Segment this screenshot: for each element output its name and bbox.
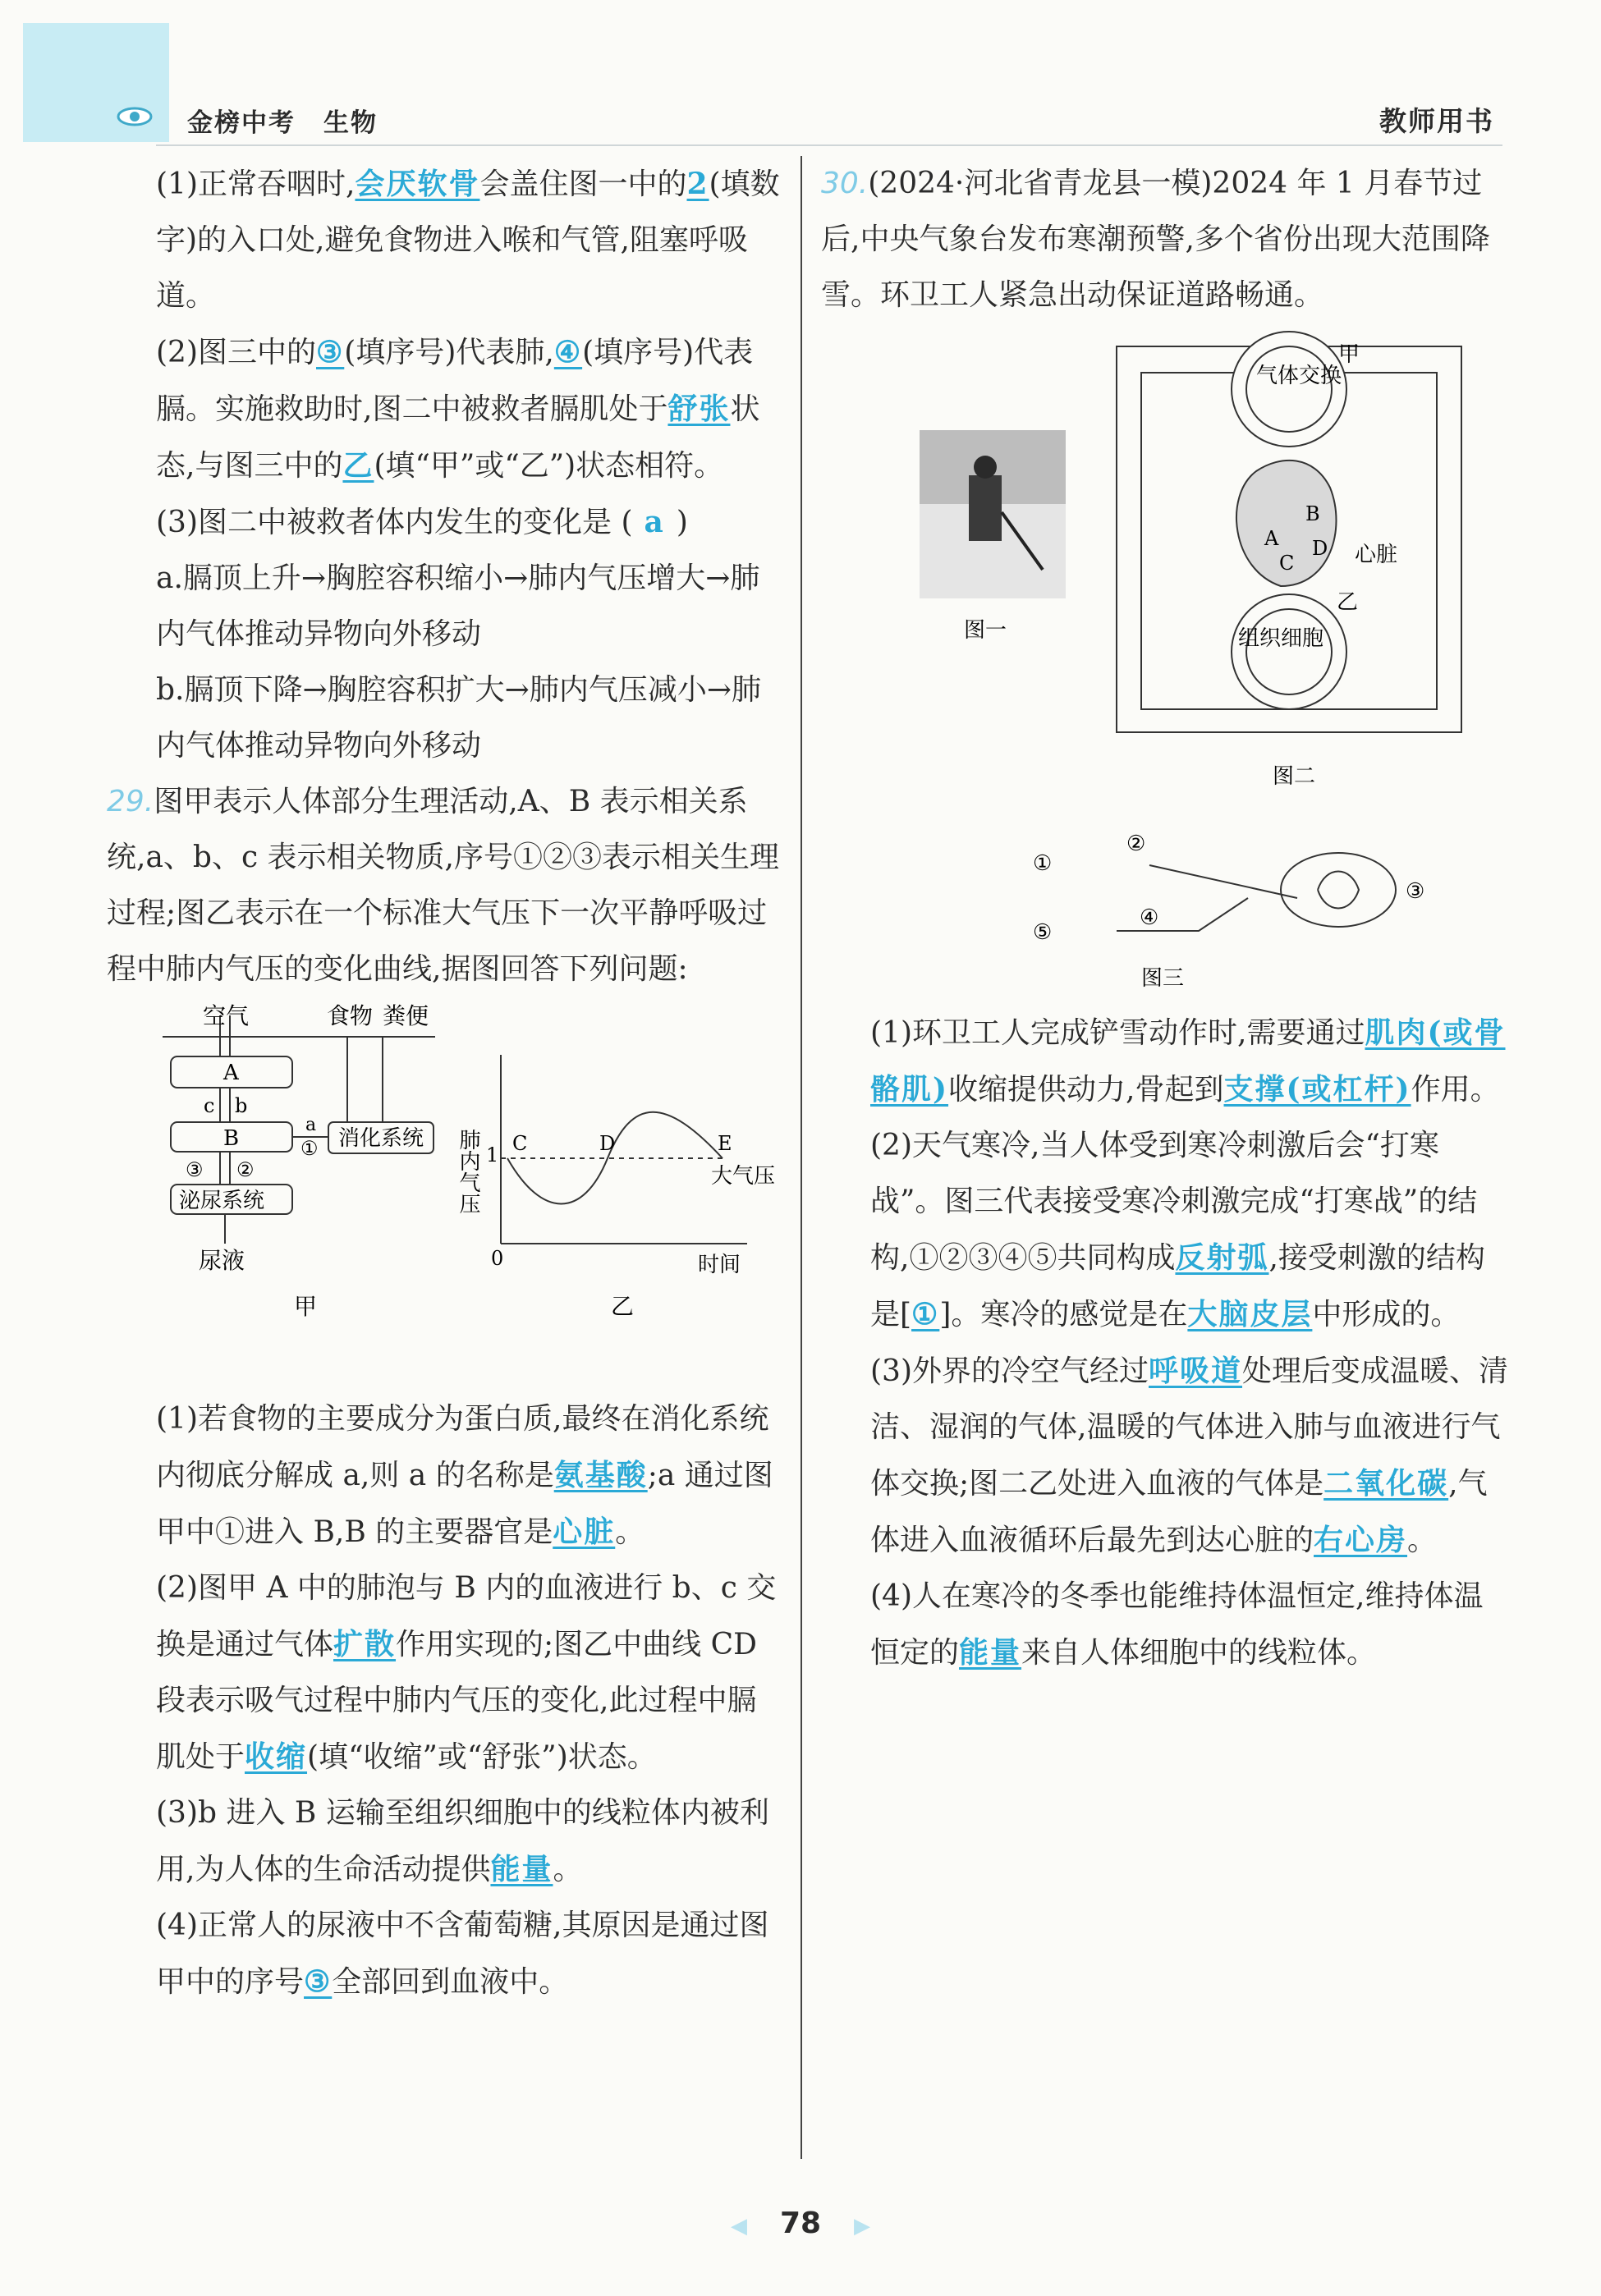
caption-yi: 乙 — [611, 1293, 635, 1320]
svg-text:B: B — [1305, 502, 1320, 525]
question-number: 30. — [821, 167, 869, 200]
svg-text:④: ④ — [1140, 905, 1159, 930]
svg-text:A: A — [1264, 527, 1279, 550]
figure-jia-yi — [156, 997, 780, 1391]
q30-part4: (4)人在寒冷的冬季也能维持体温恒定,维持体温恒定的能量来自人体细胞中的线粒体。 — [870, 1579, 1484, 1670]
point-c: C — [512, 1132, 528, 1155]
yi-label: 乙 — [1337, 590, 1359, 615]
left-triangle-icon: ◀ — [730, 2214, 747, 2239]
x-axis-label: 时间 — [698, 1253, 741, 1277]
q29-part4: (4)正常人的尿液中不含葡萄糖,其原因是通过图甲中的序号③全部回到血液中。 — [156, 1909, 769, 1999]
answer: 二氧化碳 — [1323, 1466, 1449, 1501]
right-triangle-icon: ▶ — [854, 2214, 871, 2239]
answer: 乙 — [342, 448, 374, 483]
answer: 支撑(或杠杆) — [1223, 1072, 1411, 1107]
page-number: ◀ 78 ▶ — [730, 2207, 871, 2240]
caption-fig1: 图一 — [964, 618, 1007, 643]
point-e: E — [718, 1132, 732, 1155]
svg-text:⑤: ⑤ — [1033, 920, 1053, 945]
baseline-label: 大气压 — [711, 1164, 776, 1189]
answer: 肌肉(或骨骼肌) — [870, 1015, 1506, 1107]
q30-stem: 30.(2024·河北省青龙县一模)2024 年 1 月春节过后,中央气象台发布寒潮预警,多个省份出现大范围降雪。环卫工人紧急出动保证道路畅通。 — [821, 167, 1490, 312]
urinary-label: 泌尿系统 — [179, 1189, 265, 1213]
svg-text:D: D — [1312, 537, 1328, 560]
svg-text:①: ① — [1033, 851, 1053, 876]
diagram-circulation — [870, 323, 1511, 816]
answer: 能量 — [959, 1635, 1022, 1670]
answer: 呼吸道 — [1149, 1354, 1243, 1388]
svg-text:a: a — [305, 1115, 317, 1135]
q28-option-b: b.膈顶下降→胸腔容积扩大→肺内气压减小→肺内气体推动异物向外移动 — [156, 673, 761, 763]
column-divider — [800, 156, 802, 2159]
q28-part3: (3)图二中被救者体内发生的变化是 ( a ) — [156, 505, 688, 539]
svg-text:③: ③ — [186, 1158, 204, 1181]
answer: 扩散 — [333, 1627, 397, 1661]
question-number: 29. — [107, 785, 154, 818]
answer: 反射弧 — [1175, 1240, 1269, 1275]
point-d: D — [599, 1132, 616, 1155]
answer: 会厌软骨 — [355, 167, 480, 201]
left-column — [107, 156, 780, 2010]
right-column — [821, 156, 1511, 1681]
answer: 2 — [686, 167, 709, 201]
answer: a — [644, 505, 665, 539]
answer: 能量 — [490, 1852, 553, 1886]
feces-label: 粪便 — [383, 1002, 429, 1029]
answer: 心脏 — [553, 1515, 616, 1549]
tissue-label: 组织细胞 — [1238, 626, 1324, 651]
svg-text:①: ① — [300, 1137, 319, 1160]
book-header — [115, 102, 378, 139]
digestive-label: 消化系统 — [338, 1126, 424, 1151]
header-rule — [156, 144, 1502, 146]
svg-text:②: ② — [236, 1158, 255, 1181]
book-title: 金榜中考 — [187, 108, 296, 138]
answer: 右心房 — [1314, 1523, 1408, 1557]
q29-part3: (3)b 进入 B 运输至组织细胞中的线粒体内被利用,为人体的生命活动提供能量。 — [156, 1796, 769, 1886]
q29-part1: (1)若食物的主要成分为蛋白质,最终在消化系统内彻底分解成 a,则 a 的名称是氨基酸;a 通过图甲中①进入 B,B 的主要器官是心脏。 — [156, 1402, 773, 1549]
answer: ④ — [553, 335, 583, 369]
q30-part1: (1)环卫工人完成铲雪动作时,需要通过肌肉(或骨骼肌)收缩提供动力,骨起到支撑(或杠杆)作用。 — [870, 1015, 1506, 1107]
q28-option-a: a.膈顶上升→胸腔容积缩小→肺内气压增大→肺内气体推动异物向外移动 — [156, 561, 760, 651]
svg-text:②: ② — [1126, 832, 1146, 856]
food-label: 食物 — [327, 1002, 374, 1029]
edition-label: 教师用书 — [1379, 105, 1494, 137]
diagram-reflex-arc — [870, 816, 1511, 1005]
answer: 氨基酸 — [553, 1458, 648, 1492]
answer: 收缩 — [245, 1739, 308, 1774]
q28-part2: (2)图三中的③(填序号)代表肺,④(填序号)代表膈。实施救助时,图二中被救者膈肌处于舒张状态,与图三中的乙(填“甲”或“乙”)状态相符。 — [156, 335, 760, 483]
svg-text:③: ③ — [1406, 879, 1425, 904]
subject-label: 生物 — [323, 108, 378, 138]
svg-text:0: 0 — [491, 1247, 504, 1270]
urine-label: 尿液 — [199, 1247, 245, 1274]
svg-text:1: 1 — [486, 1143, 499, 1166]
q30-part3: (3)外界的冷空气经过呼吸道处理后变成温暖、清洁、湿润的气体,温暖的气体进入肺与血液进行气体交换;图二乙处进入血液的气体是二氧化碳,气体进入血液循环后最先到达心脏的右心房。 — [870, 1354, 1509, 1557]
box-a-label: A — [223, 1061, 239, 1085]
caption-fig3: 图三 — [1141, 966, 1185, 991]
figure-1-2 — [870, 323, 1511, 816]
box-b-label: B — [223, 1126, 240, 1151]
diagram-jia — [156, 997, 780, 1391]
answer: 舒张 — [667, 392, 731, 426]
figure-3 — [870, 816, 1511, 1005]
answer: ③ — [304, 1964, 333, 1999]
gas-exchange-label: 气体交换 — [1256, 364, 1342, 388]
air-label: 空气 — [203, 1002, 250, 1029]
q29-stem: 29.图甲表示人体部分生理活动,A、B 表示相关系统,a、b、c 表示相关物质,序号①②③表示相关生理过程;图乙表示在一个标准大气压下一次平静呼吸过程中肺内气压的变化曲线,据图回答下列问题: — [107, 785, 780, 986]
svg-text:C: C — [1279, 552, 1295, 575]
svg-text:b: b — [235, 1094, 248, 1117]
svg-text:c: c — [204, 1094, 215, 1117]
jia-label: 甲 — [1338, 342, 1360, 367]
answer: ③ — [316, 335, 345, 369]
caption-jia: 甲 — [294, 1293, 318, 1320]
q28-part1: (1)正常吞咽时,会厌软骨会盖住图一中的2(填数字)的入口处,避免食物进入喉和气管,阻塞呼吸道。 — [156, 167, 780, 313]
q29-part2: (2)图甲 A 中的肺泡与 B 内的血液进行 b、c 交换是通过气体扩散作用实现的;图乙中曲线 CD 段表示吸气过程中肺内气压的变化,此过程中膈肌处于收缩(填“收缩”或“舒张”)状态。 — [156, 1571, 777, 1774]
answer: ① — [911, 1297, 940, 1331]
y-axis-label: 肺内气压 — [456, 1129, 480, 1214]
heart-label: 心脏 — [1355, 543, 1398, 567]
caption-fig2: 图二 — [1273, 764, 1316, 789]
q30-part2: (2)天气寒冷,当人体受到寒冷刺激后会“打寒战”。图三代表接受寒冷刺激完成“打寒战”的结构,①②③④⑤共同构成反射弧,接受刺激的结构是[①]。寒冷的感觉是在大脑皮层中形成的。 — [870, 1129, 1485, 1331]
answer: 大脑皮层 — [1187, 1297, 1313, 1331]
